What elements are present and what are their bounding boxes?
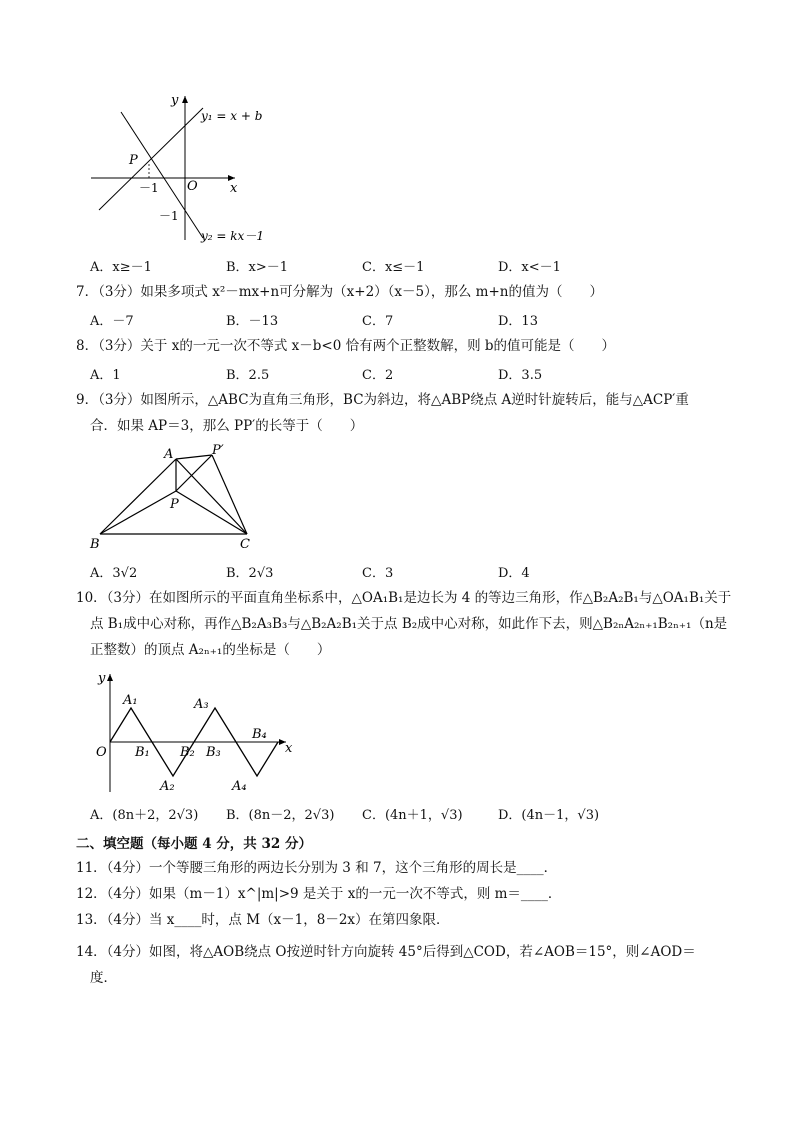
q8-options — [90, 364, 730, 384]
label-a3: A₃ — [194, 697, 209, 712]
q9-option-b[interactable]: B．2√3 — [226, 566, 274, 581]
section-heading: 二、填空题（每小题 4 分，共 32 分） — [76, 836, 312, 852]
q6-option-c[interactable]: C．x≤－1 — [362, 260, 425, 275]
figure-linear-functions — [85, 88, 285, 248]
question-14-line1: 14．（4分）如图，将△AOB绕点 O按逆时针方向旋转 45°后得到△COD，若∠AOB＝15°，则∠AOD＝ — [76, 944, 696, 960]
q10-option-d[interactable]: D．(4n－1，√3) — [498, 808, 600, 823]
question-7: 7．（3分）如果多项式 x²－mx+n可分解为（x+2）（x－5），那么 m+n的值为（ ） — [76, 284, 603, 300]
tick-x-label: －1 — [139, 181, 159, 195]
label-a: A — [164, 447, 174, 462]
label-a4: A₄ — [232, 779, 247, 794]
q6-option-a[interactable]: A．x≥－1 — [90, 260, 152, 275]
line1-label: y₁ = x + b — [201, 109, 263, 123]
q7-option-c[interactable]: C．7 — [362, 314, 394, 329]
line2-label: y₂ = kx－1 — [201, 229, 264, 243]
q8-option-d[interactable]: D．3.5 — [498, 368, 543, 383]
q6-option-b[interactable]: B．x>－1 — [226, 260, 289, 275]
label-b3: B₃ — [206, 745, 221, 760]
label-a1: A₁ — [123, 693, 138, 708]
label-b4: B₄ — [252, 727, 267, 742]
q6-option-d[interactable]: D．x<－1 — [498, 260, 561, 275]
label-y: y — [98, 671, 106, 686]
q9-options — [90, 562, 730, 582]
question-9-line2: 合．如果 AP＝3，那么 PP′的长等于（ ） — [90, 418, 364, 434]
question-13: 13．（4分）当 x____时，点 M（x－1，8－2x）在第四象限． — [76, 912, 450, 928]
figure-triangle-abc — [86, 442, 266, 556]
q6-options — [90, 256, 730, 276]
y-axis-label: y — [171, 93, 179, 108]
q10-option-c[interactable]: C．(4n＋1，√3) — [362, 808, 463, 823]
label-b: B — [90, 537, 100, 552]
label-p: P — [170, 497, 179, 512]
label-x: x — [285, 741, 293, 756]
q9-option-a[interactable]: A．3√2 — [90, 566, 138, 581]
label-o: O — [96, 745, 107, 760]
label-b2: B₂ — [180, 745, 195, 760]
label-p-prime: P′ — [212, 443, 224, 458]
q7-options — [90, 310, 730, 330]
q7-option-d[interactable]: D．13 — [498, 314, 538, 329]
point-p-label: P — [129, 153, 138, 168]
figure-triangles-chain — [90, 668, 300, 802]
origin-label: O — [187, 179, 198, 194]
q9-option-d[interactable]: D．4 — [498, 566, 530, 581]
question-10-line2: 点 B₁成中心对称，再作△B₂A₃B₃与△B₂A₂B₁关于点 B₂成中心对称，如此作下去，则△B₂ₙA₂ₙ₊₁B₂ₙ₊₁（n是 — [90, 616, 728, 632]
question-8: 8．（3分）关于 x的一元一次不等式 x－b<0 恰有两个正整数解，则 b的值可能是（ ） — [76, 338, 616, 354]
x-axis-label: x — [230, 181, 238, 196]
q10-option-a[interactable]: A．(8n＋2，2√3) — [90, 808, 199, 823]
label-b1: B₁ — [135, 745, 150, 760]
question-10-line3: 正整数）的顶点 A₂ₙ₊₁的坐标是（ ） — [90, 642, 331, 658]
q7-option-b[interactable]: B．－13 — [226, 314, 279, 329]
q9-option-c[interactable]: C．3 — [362, 566, 394, 581]
question-12: 12．（4分）如果（m－1）x^|m|>9 是关于 x的一元一次不等式，则 m＝____． — [76, 886, 562, 902]
question-14-line2: 度． — [90, 970, 117, 986]
question-10-line1: 10．（3分）在如图所示的平面直角坐标系中，△OA₁B₁是边长为 4 的等边三角形，作△B₂A₂B₁与△OA₁B₁关于 — [76, 590, 732, 606]
label-c: C — [240, 537, 250, 552]
tick-y-label: －1 — [159, 209, 179, 223]
q10-option-b[interactable]: B．(8n－2，2√3) — [226, 808, 335, 823]
q8-option-b[interactable]: B．2.5 — [226, 368, 270, 383]
q8-option-c[interactable]: C．2 — [362, 368, 394, 383]
question-9-line1: 9．（3分）如图所示，△ABC为直角三角形，BC为斜边，将△ABP绕点 A逆时针旋转后，能与△ACP′重 — [76, 392, 689, 408]
q7-option-a[interactable]: A．－7 — [90, 314, 134, 329]
q10-options — [90, 804, 730, 824]
label-a2: A₂ — [160, 779, 175, 794]
question-11: 11．（4分）一个等腰三角形的两边长分别为 3 和 7，这个三角形的周长是____． — [76, 860, 558, 876]
q8-option-a[interactable]: A．1 — [90, 368, 121, 383]
